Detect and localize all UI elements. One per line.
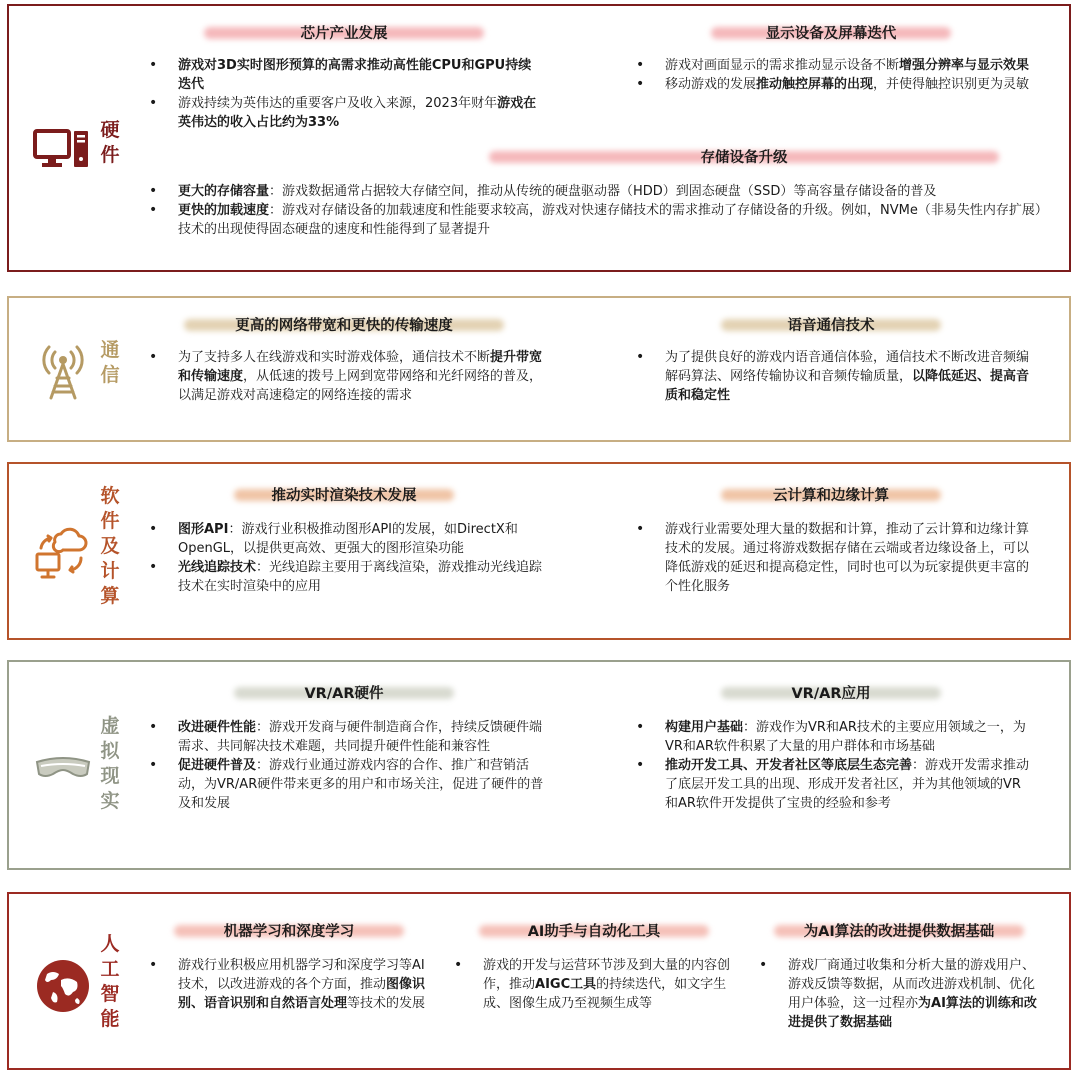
block-title: 更高的网络带宽和更快的传输速度 (144, 312, 544, 338)
list-item: • 改进硬件性能：游戏开发商与硬件制造商合作，持续反馈硬件端需求、共同解决技术难题，共同提升硬件性能和兼容性 (144, 718, 544, 756)
list-item: • 更大的存储容量：游戏数据通常占据较大存储空间，推动从传统的硬盘驱动器（HDD）到固态硬盘（SSD）等高容量存储设备的普及 (144, 182, 1059, 201)
block-title: VR/AR硬件 (144, 680, 544, 706)
bullet-list (144, 520, 544, 596)
block-title: 云计算和边缘计算 (631, 482, 1031, 508)
block-title: 存储设备升级 (419, 144, 1069, 170)
block-title: 推动实时渲染技术发展 (144, 482, 544, 508)
list-item: • 游戏对3D实时图形预算的高需求推动高性能CPU和GPU持续迭代 (144, 56, 544, 94)
list-item: • 游戏持续为英伟达的重要客户及收入来源，2023年财年游戏在英伟达的收入占比约为33% (144, 94, 544, 132)
list-item: • 为了提供良好的游戏内语音通信体验，通信技术不断改进音频编解码算法、网络传输协议和音频传输质量，以降低延迟、提高音质和稳定性 (631, 348, 1031, 405)
bullet-list (144, 718, 544, 813)
list-item: • 更快的加载速度：游戏对存储设备的加载速度和性能要求较高，游戏对快速存储技术的需求推动了存储设备的升级。例如，NVMe（非易失性内存扩展）技术的出现使得固态硬盘的速度和性能得到了显著提升 (144, 201, 1059, 239)
list-item: • 游戏的开发与运营环节涉及到大量的内容创作，推动AIGC工具的持续迭代，如文字生成、图像生成乃至视频生成等 (449, 956, 739, 1013)
block-ai-data-foundation (754, 918, 1044, 1032)
section-ai (7, 892, 1071, 1070)
list-item: • 促进硬件普及：游戏行业通过游戏内容的合作、推广和营销活动，为VR/AR硬件带来更多的用户和市场关注，促进了硬件的普及和发展 (144, 756, 544, 813)
block-cloud-edge-computing (631, 482, 1031, 596)
bullet-list (631, 718, 1031, 813)
bullet-list (754, 956, 1044, 1032)
section-label: 通信 (100, 339, 120, 386)
bullet-list (144, 182, 1059, 239)
block-network-bandwidth (144, 312, 544, 405)
block-title: AI助手与自动化工具 (449, 918, 739, 944)
block-title: 显示设备及屏幕迭代 (631, 20, 1031, 46)
section-label-column (9, 6, 144, 270)
section-label-column (9, 662, 144, 868)
bullet-list (449, 956, 739, 1013)
bullet-list (144, 956, 434, 1013)
computer-icon (33, 118, 93, 178)
block-title: 芯片产业发展 (144, 20, 544, 46)
list-item: • 移动游戏的发展推动触控屏幕的出现，并使得触控识别更为灵敏 (631, 75, 1031, 94)
section-hardware (7, 4, 1071, 272)
list-item: • 为了支持多人在线游戏和实时游戏体验，通信技术不断提升带宽和传输速度，从低速的拨号上网到宽带网络和光纤网络的普及，以满足游戏对高速稳定的网络连接的需求 (144, 348, 544, 405)
list-item: • 构建用户基础：游戏作为VR和AR技术的主要应用领域之一，为VR和AR软件积累了大量的用户群体和市场基础 (631, 718, 1031, 756)
bullet-list (631, 56, 1031, 94)
block-voice-communication (631, 312, 1031, 405)
list-item: • 游戏行业积极应用机器学习和深度学习等AI技术，以改进游戏的各个方面，推动图像识别、语音识别和自然语言处理等技术的发展 (144, 956, 434, 1013)
globe-icon (33, 956, 93, 1016)
block-chip-industry (144, 20, 544, 132)
list-item: • 推动开发工具、开发者社区等底层生态完善：游戏开发需求推动了底层开发工具的出现、形成开发者社区，并为其他领域的VR和AR软件开发提供了宝贵的经验和参考 (631, 756, 1031, 813)
signal-tower-icon (33, 342, 93, 402)
block-machine-learning (144, 918, 434, 1013)
block-title: 为AI算法的改进提供数据基础 (754, 918, 1044, 944)
block-realtime-rendering (144, 482, 544, 596)
block-title: 语音通信技术 (631, 312, 1031, 338)
list-item: • 图形API：游戏行业积极推动图形API的发展，如DirectX和OpenGL，以提供更高效、更强大的图形渲染功能 (144, 520, 544, 558)
block-vr-ar-hardware (144, 680, 544, 813)
bullet-list (144, 348, 544, 405)
section-label-column (9, 894, 144, 1068)
vr-headset-icon (33, 736, 93, 796)
section-label: 人工智能 (100, 933, 120, 1030)
block-title: 机器学习和深度学习 (144, 918, 434, 944)
block-vr-ar-applications (631, 680, 1031, 813)
bullet-list (631, 520, 1031, 596)
block-display-devices (631, 20, 1031, 94)
section-label: 硬件 (100, 119, 120, 166)
block-storage-upgrade (144, 144, 1059, 239)
section-label-column (9, 464, 144, 638)
section-label-column (9, 298, 144, 440)
section-vr (7, 660, 1071, 870)
section-label: 软件及计算 (100, 485, 120, 607)
list-item: • 游戏行业需要处理大量的数据和计算，推动了云计算和边缘计算技术的发展。通过将游戏数据存储在云端或者边缘设备上，可以降低游戏的延迟和提高稳定性，同时也可以为玩家提供更丰富的个性化服务 (631, 520, 1031, 596)
section-network (7, 296, 1071, 442)
block-title: VR/AR应用 (631, 680, 1031, 706)
list-item: • 游戏对画面显示的需求推动显示设备不断增强分辨率与显示效果 (631, 56, 1031, 75)
section-software (7, 462, 1071, 640)
bullet-list (631, 348, 1031, 405)
bullet-list (144, 56, 544, 132)
block-ai-assistant (449, 918, 739, 1013)
list-item: • 游戏厂商通过收集和分析大量的游戏用户、游戏反馈等数据，从而改进游戏机制、优化用户体验，这一过程亦为AI算法的训练和改进提供了数据基础 (754, 956, 1044, 1032)
cloud-computing-icon (33, 524, 93, 584)
section-label: 虚拟现实 (100, 715, 120, 812)
list-item: • 光线追踪技术：光线追踪主要用于离线渲染，游戏推动光线追踪技术在实时渲染中的应用 (144, 558, 544, 596)
